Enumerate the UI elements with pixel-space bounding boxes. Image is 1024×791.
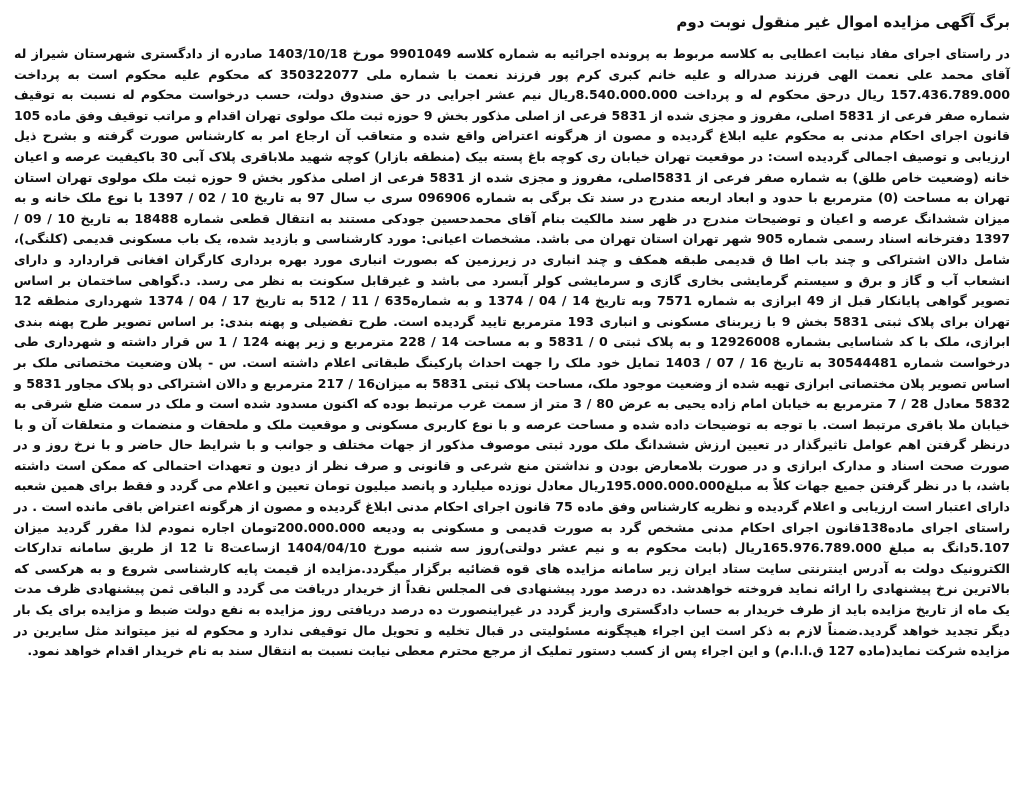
notice-title: برگ آگهی مزایده اموال غیر منقول نوبت دوم	[676, 13, 1010, 31]
notice-body: در راستای اجرای مفاد نیابت اعطایی به کلاسه مربوط به پرونده اجرائیه به شماره کلاسه 9901049 مورخ 1403/10/18 صادره از دادگستری شهرستان شیراز له آقای محمد علی نعمت الهی فرزند صدراله و علیه خانم کبری کرم پور فرزند نعمت با شماره ملی 350322077 که محکوم علیه محکوم است به پرداخت 157.436.789.000 ریال درحق محکوم له و پرداخت 8.540.000.000ریال نیم عشر اجرایی در حق صندوق دولت، حسب درخواست محکوم له نسبت به توقیف شماره صفر فرعی از 5831 اصلی، مفروز و مجزی شده از 5831 فرعی از اصلی مذکور بخش 9 حوزه ثبت ملک مولوی تهران اقدام و مراتب توقیف وفق ماده 105 قانون اجرای احکام مدنی به محکوم علیه ابلاغ گردیده و مصون از هرگونه اعتراض واقع شده و متعاقب آن ارجاع امر به کارشناس صورت گرفته و بشرح ذیل ارزیابی و توصیف اجمالی گردیده است: در موقعیت تهران خیابان ری کوچه باغ پسته بیک (منطقه بازار) کوچه شهید ملاباقری پلاک آبی 30 باکیفیت عرصه و اعیان خانه (وضعیت خاص طلق) به شماره صفر فرعی از 5831اصلی، مفروز و مجزی شده از 5831 فرعی از اصلی مذکور بخش 9 حوزه ثبت ملک مولوی تهران استان تهران به مساحت (0) مترمربع با حدود و ابعاد اربعه مندرج در سند تک برگی به شماره 096906 سری ب سال 97 به تاریخ 10 / 02 / 1397 با نوع ملک خانه و به میزان ششدانگ عرصه و اعیان و توضیحات مندرج در ظهر سند مالکیت بنام آقای محمدحسین جودکی مستند به انتقال قطعی شماره 18488 به تاریخ 10 / 09 / 1397 دفترخانه اسناد رسمی شماره 905 شهر تهران استان تهران می باشد. مشخصات اعیانی: مورد کارشناسی و بازدید شده، یک باب مسکونی قدیمی (کلنگی)، شامل دالان اشتراکی و چند باب اطا ق قدیمی طبقه همکف و چند انباری در زیرزمین که بصورت انباری مورد بهره برداری کارگران افغانی قراردارد و دارای انشعاب آب و گاز و برق و سیستم گرمایشی بخاری گازی و سرمایشی کولر آبسرد می باشد و غیرقابل سکونت به نظر می رسد. د.گواهی ساختمان بر اساس تصویر گواهی پایانکار قبل از 49 ابرازی به شماره 7571 وبه تاریخ 14 / 04 / 1374 و به شماره635 / 11 / 512 به تاریخ 17 / 04 / 1374 شهرداری منطقه 12 تهران برای پلاک ثبتی 5831 بخش 9 با زیربنای مسکونی و انباری 193 مترمربع تایید گردیده است. طرح تفضیلی و پهنه بندی: بر اساس تصویر طرح پهنه بندی ابرازی، ملک با کد شناسایی بشماره 12926008 و به پلاک ثبتی 0 / 5831 و به مساحت 14 / 228 مترمربع و زیر پهنه 124 / 1 س قرار داشته و شهرداری طی درخواست شماره 30544481 به تاریخ 16 / 07 / 1403 تمایل خود ملک را جهت احداث پارکینگ طبقاتی اعلام داشته است. س - پلان وضعیت مختصاتی ملک بر اساس تصویر پلان مختصاتی ابرازی تهیه شده از وضعیت موجود ملک، مساحت پلاک ثبتی 5831 به میزان16 / 217 مترمربع و دالان اشتراکی دو پلاک مجاور 5831 و 5832 معادل 28 / 7 مترمربع به خیابان امام زاده یحیی به عرض 80 / 3 متر از سمت غرب مرتبط بوده که اکنون مسدود شده است و ملک در سمت ضلع شرقی به خیابان ملا باقری مرتبط است. با توجه به توضیحات داده شده و مساحت عرصه و با نوع کاربری مسکونی و موقعیت ملک و ملحقات و منضمات و متعلقات آن و با درنظر گرفتن اهم عوامل تاثیرگذار در تعیین ارزش ششدانگ ملک مورد ثبتی موصوف مذکور از جهات مختلف و جوانب و با شرایط حال حاضر و با نرخ روز و در صورت صحت اسناد و مدارک ابرازی و در صورت بلامعارض بودن و نداشتن منع شرعی و قانونی و صرف نظر از دیون و تعهدات احتمالی که ممکن است داشته باشد، با در نظر گرفتن جمیع جهات کلاً به مبلغ195.000.000.000ریال معادل نوزده میلیارد و پانصد میلیون تومان تعیین و اعلام می گردد و فقط برای همین شعبه دارای اعتبار است ارزیابی و اعلام گردیده و نظریه کارشناس وفق ماده 75 قانون اجرای احکام مدنی ابلاغ گردیده و مصون از هرگونه اعتراض باقی مانده است . در راستای اجرای ماده138قانون اجرای احکام مدنی مشخص گرد به صورت قدیمی و مسکونی به ودیعه 200.000.000تومان اجاره نمودم لذا مقرر گردید میزان 5.107دانگ به مبلغ 165.976.789.000ریال (بابت محکوم به و نیم عشر دولتی)روز سه شنبه مورخ 1404/04/10 ازساعت8 تا 12 از طریق سامانه تدارکات الکترونیک دولت به آدرس اینترنتی سایت ستاد ایران زیر سامانه مزایده های قوه قضائیه برگزار میگردد.مزایده از قیمت پایه کارشناسی شروع و به هرکسی که بالاترین نرخ پیشنهادی را ارائه نماید فروخته خواهدشد. ده درصد مورد پیشنهادی فی المجلس نقداً از خریدار دریافت می گردد و الباقی ثمن پیشنهادی ظرف مدت یک ماه از تاریخ مزایده باید از طرف خریدار به حساب دادگستری واریز گردد در غیراینصورت ده درصد دریافتی روز مزایده به نفع دولت ضبط و مزایده برای یک بار دیگر تجدید خواهد گردید.ضمناً لازم به ذکر است این اجراء هیچگونه مسئولیتی در قبال تخلیه و تحویل مال توقیفی ندارد و محکوم له نیز میتواند مثل سایرین در مزایده شرکت نماید(ماده 127 ق.ا.ا.م) و این اجراء پس از کسب دستور تملیک از مرجع محترم معطی نیابت نسبت به انتقال سند به نام خریدار اقدام خواهد نمود.	[14, 46, 1011, 659]
